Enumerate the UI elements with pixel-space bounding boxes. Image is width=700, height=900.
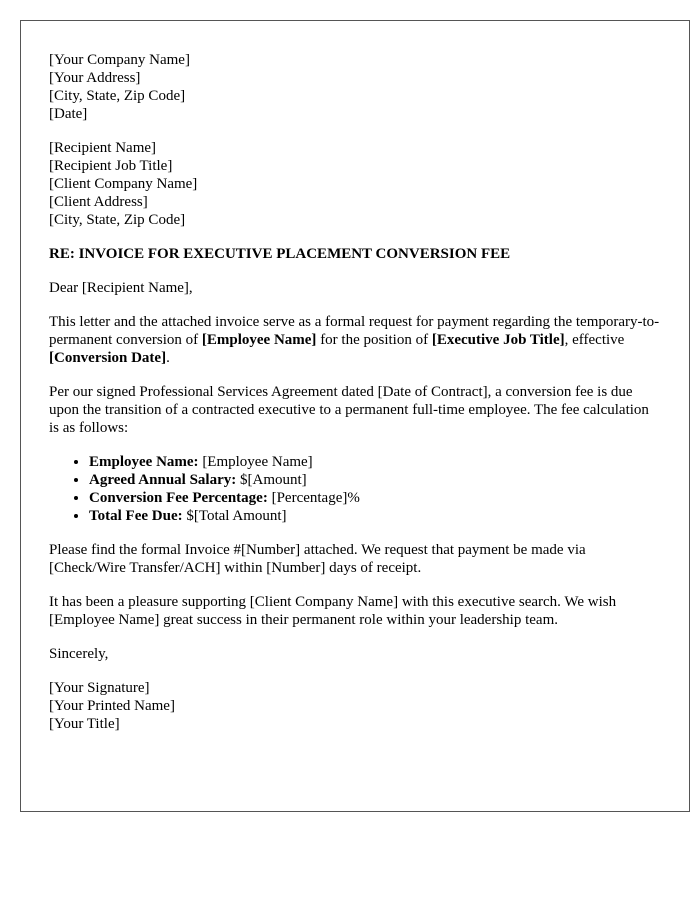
recipient-name: [Recipient Name] — [49, 140, 157, 156]
paragraph-request-text-c: , effective — [564, 332, 625, 348]
paragraph-thanks: It has been a pleasure supporting [Client Company Name] with this executive search. We wish [Employee Name] great success in their permanent role within your leadership team. — [49, 594, 617, 628]
executive-job-title-placeholder: [Executive Job Title] — [431, 332, 565, 348]
fee-calculation-list — [49, 453, 661, 525]
sender-city-state-zip: [City, State, Zip Code] — [49, 88, 186, 104]
list-item-annual-salary — [89, 471, 661, 489]
fee-item-value: $[Amount] — [236, 472, 307, 488]
sender-block — [49, 51, 661, 123]
sender-address: [Your Address] — [49, 70, 141, 86]
paragraph-request-text-d: . — [166, 350, 170, 366]
signature-block — [49, 679, 661, 733]
paragraph-request-text-a: This letter and the attached invoice serve as a formal request for payment regarding the temporary-to-permanent conversion of — [49, 314, 660, 348]
recipient-block — [49, 139, 661, 229]
closing: Sincerely, — [49, 646, 109, 662]
paragraph-agreement: Per our signed Professional Services Agreement dated [Date of Contract], a conversion fee is due upon the transition of a contracted executive to a permanent full-time employee. The fee calculation is as follows: — [49, 384, 649, 436]
paragraph-request — [49, 313, 661, 367]
fee-item-label: Total Fee Due: — [89, 508, 183, 524]
subject-line: RE: INVOICE FOR EXECUTIVE PLACEMENT CONVERSION FEE — [49, 246, 511, 262]
paragraph-request-text-b: for the position of — [316, 332, 432, 348]
recipient-city-state-zip: [City, State, Zip Code] — [49, 212, 186, 228]
paragraph-invoice: Please find the formal Invoice #[Number] attached. We request that payment be made via [Check/Wire Transfer/ACH] within [Number] days of receipt. — [49, 542, 586, 576]
signature: [Your Signature] — [49, 680, 150, 696]
recipient-address: [Client Address] — [49, 194, 148, 210]
sender-title: [Your Title] — [49, 716, 120, 732]
letter-date: [Date] — [49, 106, 88, 122]
recipient-job-title: [Recipient Job Title] — [49, 158, 173, 174]
fee-item-value: $[Total Amount] — [182, 508, 287, 524]
fee-item-value: [Employee Name] — [198, 454, 313, 470]
fee-item-label: Employee Name: — [89, 454, 199, 470]
salutation: Dear [Recipient Name], — [49, 280, 193, 296]
list-item-total-fee — [89, 507, 661, 525]
list-item-fee-percentage — [89, 489, 661, 507]
fee-item-value: [Percentage]% — [267, 490, 360, 506]
sender-company: [Your Company Name] — [49, 52, 190, 68]
recipient-company: [Client Company Name] — [49, 176, 198, 192]
fee-item-label: Agreed Annual Salary: — [89, 472, 237, 488]
conversion-date-placeholder: [Conversion Date] — [49, 350, 167, 366]
fee-item-label: Conversion Fee Percentage: — [89, 490, 268, 506]
letter-page — [20, 20, 690, 812]
printed-name: [Your Printed Name] — [49, 698, 175, 714]
employee-name-placeholder: [Employee Name] — [201, 332, 317, 348]
list-item-employee-name — [89, 453, 661, 471]
